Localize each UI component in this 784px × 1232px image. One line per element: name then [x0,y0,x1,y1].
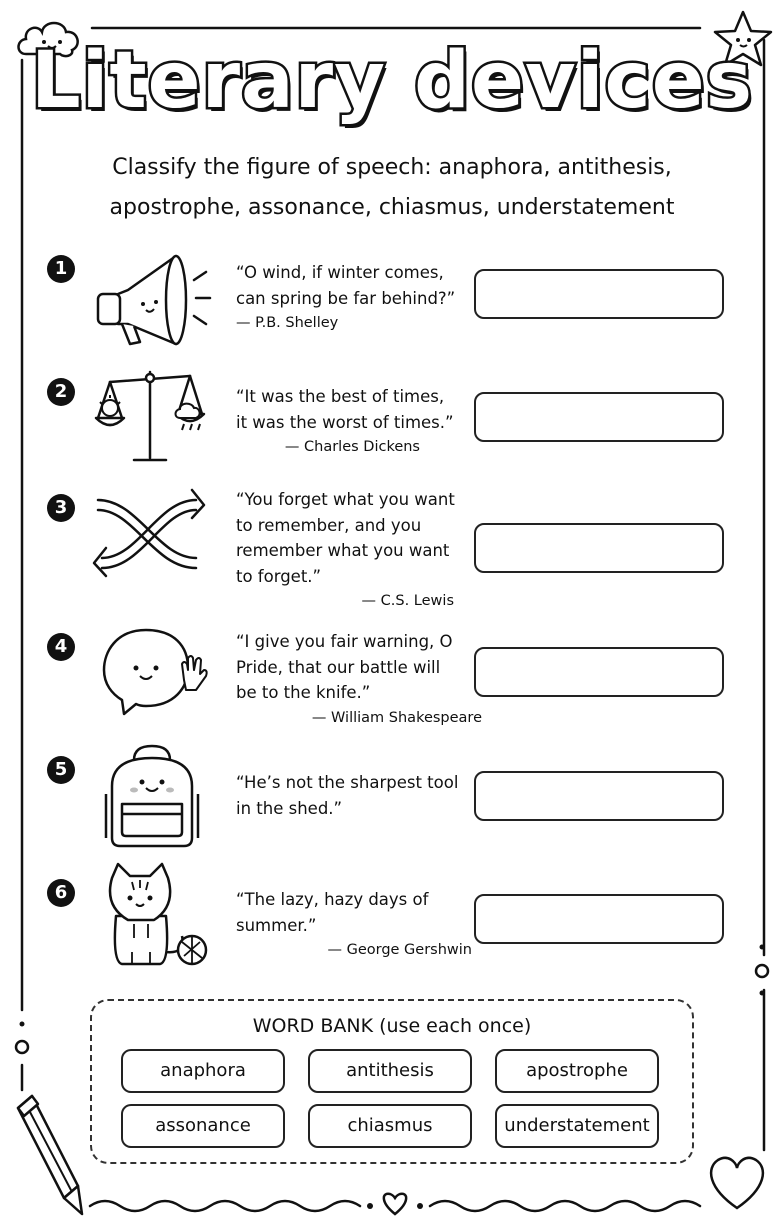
word-chip[interactable]: understatement [495,1104,659,1148]
question-number: 5 [47,756,75,784]
quote-2 [236,384,468,459]
quote-author: — P.B. Shelley [236,315,339,331]
quote-line: can spring be far behind?” [236,288,456,308]
pencil-icon [10,1090,90,1220]
quote-line: to remember, and you [236,515,422,535]
megaphone-icon [88,244,218,354]
speech-bubble-icon [88,618,218,728]
question-number: 2 [47,378,75,406]
question-number: 3 [47,494,75,522]
balance-scale-icon [88,362,218,472]
quote-line: summer.” [236,915,317,935]
word-chip[interactable]: apostrophe [495,1049,659,1093]
quote-line: “I give you fair warning, O [236,632,453,651]
heart-icon [702,1150,772,1214]
instructions-line-2: apostrophe, assonance, chiasmus, understatement [109,195,675,220]
question-number: 4 [47,633,75,661]
word-chip[interactable]: anaphora [121,1049,285,1093]
quote-line: it was the worst of times.” [236,412,454,432]
quote-3 [236,487,468,613]
backpack-icon [88,742,218,852]
quote-author: — C.S. Lewis [361,593,454,609]
quote-line: in the shed.” [236,798,343,818]
question-number: 1 [47,255,75,283]
question-number: 6 [47,879,75,907]
quote-line: “O wind, if winter comes, [236,263,444,282]
quote-author: — Charles Dickens [284,439,420,455]
word-bank-title: WORD BANK (use each once) [252,1015,532,1037]
quote-5 [236,770,468,821]
quote-line: remember what you want [236,541,450,560]
quote-author: — William Shakespeare [311,709,482,726]
answer-box-5[interactable] [474,771,724,821]
quote-line: “The lazy, hazy days of [236,890,429,909]
quote-4 [236,629,482,730]
quote-6 [236,887,472,962]
answer-box-6[interactable] [474,894,724,944]
quote-line: “It was the best of times, [236,387,445,406]
quote-author: — George Gershwin [327,942,472,958]
word-chip[interactable]: antithesis [308,1049,472,1093]
quote-line: be to the knife.” [236,683,371,702]
quote-1 [236,260,468,335]
quote-line: Pride, that our battle will [236,657,441,677]
quote-line: “You forget what you want [236,490,455,509]
crossing-arrows-icon [88,478,218,588]
answer-box-4[interactable] [474,647,724,697]
word-bank [90,999,694,1164]
word-chip[interactable]: assonance [121,1104,285,1148]
cat-with-yarn-icon [88,862,218,972]
answer-box-2[interactable] [474,392,724,442]
word-chip[interactable]: chiasmus [308,1104,472,1148]
answer-box-1[interactable] [474,269,724,319]
answer-box-3[interactable] [474,523,724,573]
page-title: Literary devices [30,36,754,126]
quote-line: to forget.” [236,566,322,586]
quote-line: “He’s not the sharpest tool [236,773,459,792]
instructions-line-1: Classify the figure of speech: anaphora, antithesis, [112,155,672,180]
instructions [60,148,724,228]
